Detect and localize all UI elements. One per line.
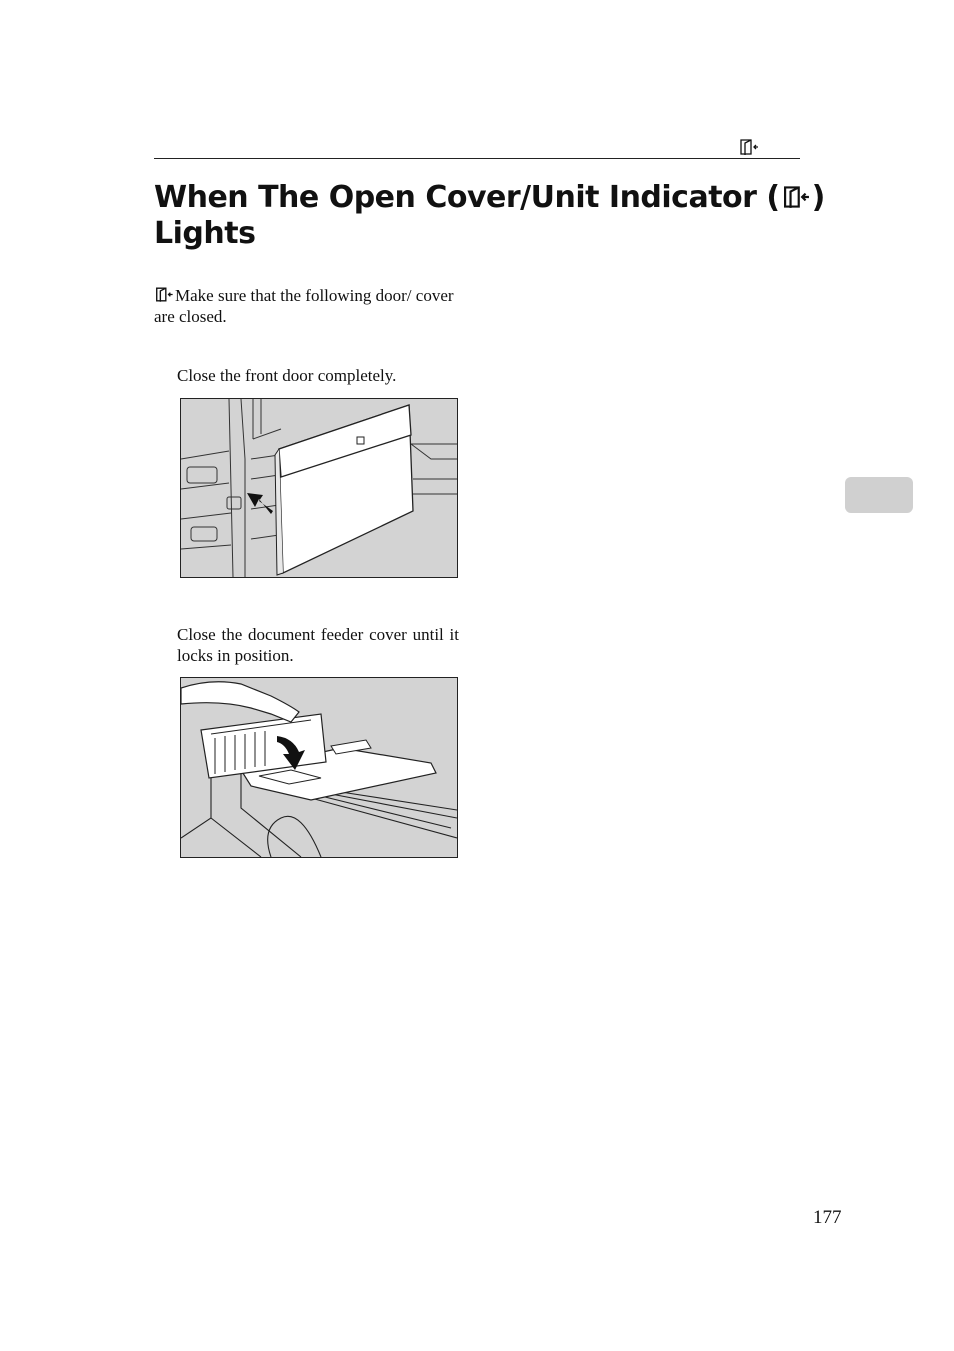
open-cover-indicator-icon — [781, 182, 811, 212]
title-text-end: ) Lights — [154, 180, 825, 251]
intro-text: Make sure that the following door/ cover are closed. — [154, 286, 454, 326]
intro-paragraph — [154, 285, 464, 327]
open-cover-indicator-icon — [154, 286, 174, 303]
open-cover-indicator-icon — [738, 138, 760, 156]
page-number: 177 — [813, 1207, 842, 1228]
front-door-closing-illustration — [180, 398, 458, 578]
chapter-tab — [845, 477, 913, 513]
step-1-instruction: Close the front door completely. — [177, 366, 397, 385]
step-2-instruction: Close the document feeder cover until it locks in position. — [177, 625, 459, 665]
document-feeder-cover-closing-illustration — [180, 677, 458, 858]
header-rule — [154, 158, 800, 159]
title-text-start: When The Open Cover/Unit Indicator ( — [154, 180, 780, 215]
page-title — [154, 180, 834, 252]
